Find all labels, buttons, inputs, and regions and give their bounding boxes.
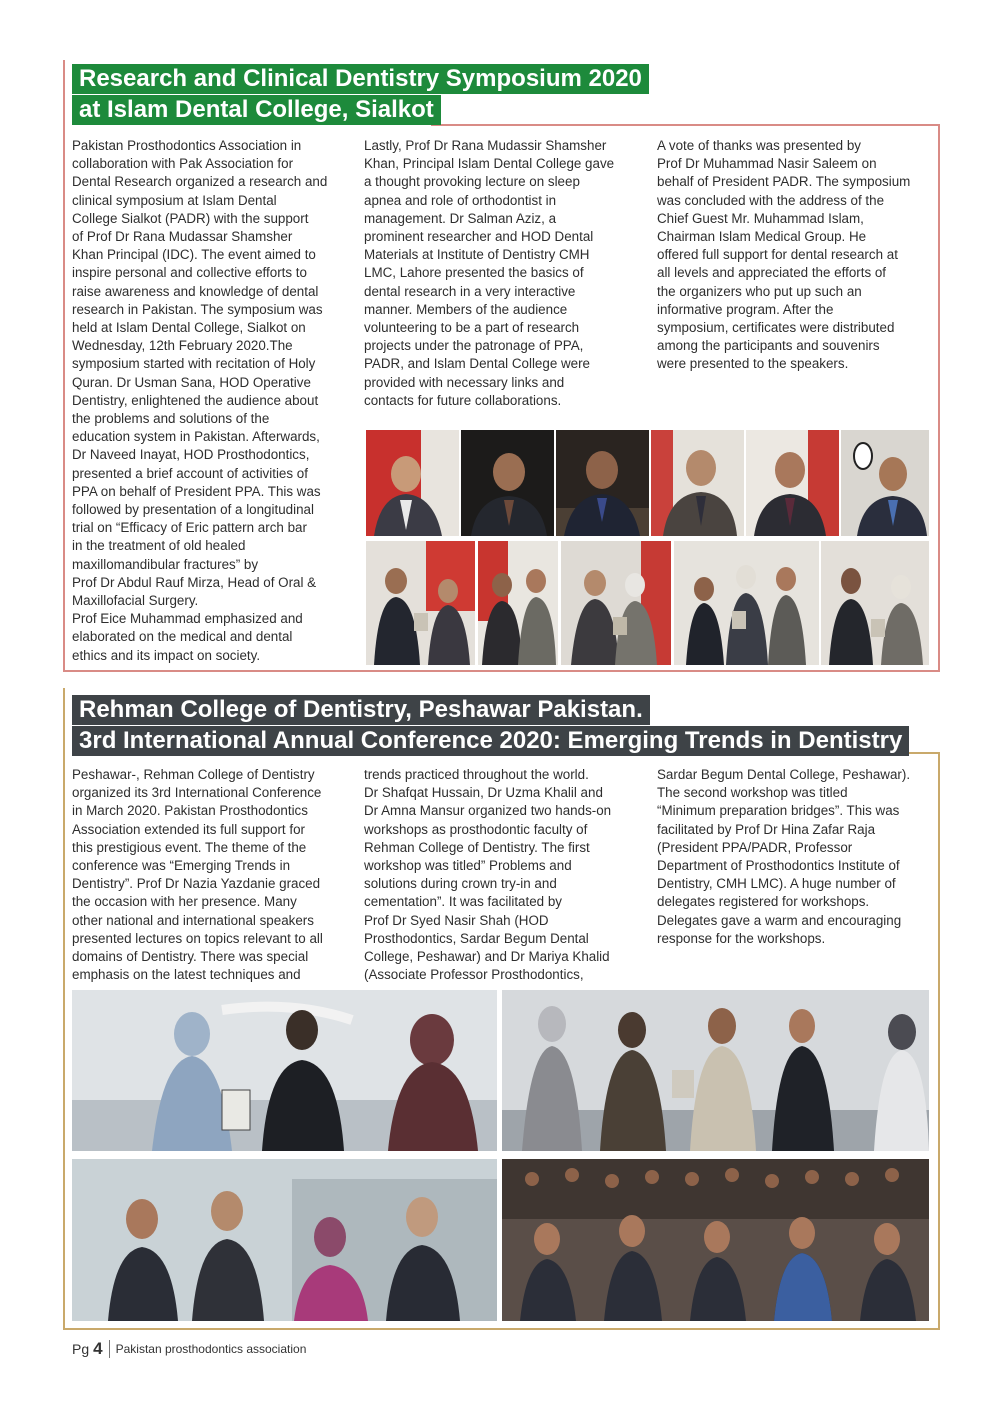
conference-photo-3 — [72, 1159, 497, 1321]
speaker-photo-5 — [746, 430, 839, 536]
page-footer — [72, 1339, 306, 1359]
publication-name: Pakistan prosthodontics association — [115, 1342, 307, 1356]
section2-column-2: trends practiced throughout the world. Dr Shafqat Hussain, Dr Uzma Khalil and Dr Amna Mansur organized two hands-on workshops as prosthodontic faculty of Rehman College of Dentistry. The first workshop was titled” Problems and solutions during crown try-in and cementation”. It was facilitated by Prof Dr Syed Nasir Shah (HOD Prosthodontics, Sardar Begum Dental College, Peshawar) and Dr Mariya Khalid (Associate Professor Prosthodontics, — [364, 767, 612, 983]
section1-title-line1: Research and Clinical Dentistry Symposium 2020 — [72, 64, 649, 94]
section2-title-line1: Rehman College of Dentistry, Peshawar Pakistan. — [72, 695, 650, 725]
section2-column-1: Peshawar-, Rehman College of Dentistry organized its 3rd International Conference in March 2020. Pakistan Prosthodontics Association extended its full support for this prestigious event. The theme of the conference was “Emerging Trends in Dentistry”. Prof Dr Nazia Yazdanie graced the occasion with her presence. Many other national and international speakers presented lectures on topics relevant to all domains of Dentistry. There was special emphasis on the latest techniques and — [72, 767, 323, 983]
section1-title-line2: at Islam Dental College, Sialkot — [72, 95, 441, 125]
award-photo-3 — [561, 541, 671, 665]
conference-photo-1 — [72, 990, 497, 1151]
speaker-photo-4 — [651, 430, 744, 536]
section1-column-2: Lastly, Prof Dr Rana Mudassir Shamsher Khan, Principal Islam Dental College gave a thought provoking lecture on sleep apnea and role of orthodontist in management. Dr Salman Aziz, a prominent researcher and HOD Dental Materials at Institute of Dentistry CMH LMC, Lahore presented the basics of dental research in a very interactive manner. Members of the audience volunteering to be a part of research projects under the patronage of PPA, PADR, and Islam Dental College were provided with necessary links and contacts for future collaborations. — [364, 138, 615, 408]
section1-column-1: Pakistan Prosthodontics Association in collaboration with Pak Association for Dental Research organized a research and clinical symposium at Islam Dental College Sialkot (PADR) with the support of Prof Dr Rana Mudassar Shamsher Khan Principal (IDC). The event aimed to inspire personal and collective efforts to raise awareness and knowledge of dental research in Pakistan. The symposium was held at Islam Dental College, Sialkot on Wednesday, 12th February 2020.The symposium started with recitation of Holy Quran. Dr Usman Sana, HOD Operative Dentistry, enlightened the audience about the problems and solutions of the education system in Pakistan. Afterwards, Dr Naveed Inayat, HOD Prosthodontics, presented a brief account of activities of PPA on behalf of President PPA. This was followed by presentation of a longitudinal trial on “Efficacy of Eric pattern arch bar in the treatment of old healed maxillomandibular fractures” by Prof Dr Abdul Rauf Mirza, Head of Oral & Maxillofacial Surgery. Prof Eice Muhammad emphasized and elaborated on the medical and dental ethics and its impact on society. — [72, 138, 328, 663]
conference-photo-4 — [502, 1159, 929, 1321]
award-photo-2 — [478, 541, 558, 665]
award-photo-5 — [821, 541, 929, 665]
speaker-photo-1 — [366, 430, 459, 536]
page-number: 4 — [93, 1339, 103, 1358]
speaker-photo-3 — [556, 430, 649, 536]
speaker-photo-6 — [841, 430, 929, 536]
section2-column-3: Sardar Begum Dental College, Peshawar). The second workshop was titled “Minimum preparation bridges”. This was facilitated by Prof Dr Hina Zafar Raja (President PPA/PADR, Professor Department of Prosthodontics Institute of Dentistry, CMH LMC). A huge number of delegates registered for workshops. Delegates gave a warm and encouraging response for the workshops. — [657, 767, 911, 946]
footer-divider — [109, 1340, 110, 1358]
award-photo-4 — [674, 541, 819, 665]
page-label: Pg — [72, 1341, 90, 1357]
speaker-photo-2 — [461, 430, 554, 536]
conference-photo-2 — [502, 990, 929, 1151]
section1-column-3: A vote of thanks was presented by Prof Dr Muhammad Nasir Saleem on behalf of President PADR. The symposium was concluded with the address of the Chief Guest Mr. Muhammad Islam, Chairman Islam Medical Group. He offered full support for dental research at all levels and appreciated the efforts of the organizers who put up such an informative program. After the symposium, certificates were distributed among the participants and souvenirs were presented to the speakers. — [657, 138, 911, 372]
award-photo-1 — [366, 541, 475, 665]
section2-title-line2: 3rd International Annual Conference 2020: Emerging Trends in Dentistry — [72, 726, 909, 756]
